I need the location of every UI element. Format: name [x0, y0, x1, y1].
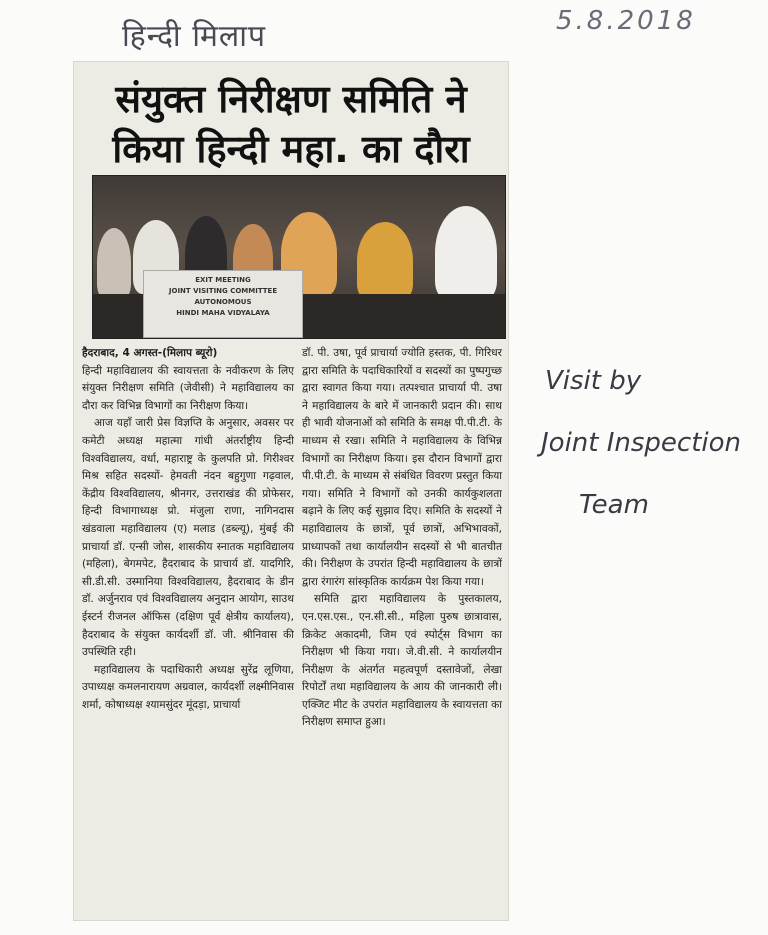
article-paragraph: महाविद्यालय के पदाधिकारी अध्यक्ष सुरेंद्र लूणिया, उपाध्यक्ष कमलनारायण अग्रवाल, कार्यदर्शी लक्ष्मीनिवास शर्मा, कोषाध्यक्ष श्यामसुंदर मूंदड़ा, प्राचार्या	[82, 663, 294, 711]
side-note-line: Joint Inspection	[541, 428, 742, 458]
dateline: हैदराबाद, 4 अगस्त-(मिलाप ब्यूरो)	[82, 347, 218, 359]
photo-person	[97, 228, 131, 298]
banner-line: AUTONOMOUS	[194, 298, 252, 306]
handwritten-date: 5.8.2018	[556, 6, 696, 36]
side-note-line: Visit by	[545, 366, 642, 396]
banner-line: HINDI MAHA VIDYALAYA	[176, 309, 270, 317]
article-column-left	[82, 345, 294, 714]
banner-line: EXIT MEETING	[195, 276, 251, 284]
event-photo	[92, 175, 506, 339]
banner-line: JOINT VISITING COMMITTEE	[168, 287, 278, 295]
article-paragraph: डॉ. पी. उषा, पूर्व प्राचार्या ज्योति हस्तक, पी. गिरिधर द्वारा समिति के पदाधिकारियों व सदस्यों का पुष्पगुच्छ द्वारा स्वागत किया गया। तत्पश्चात प्राचार्या पी. उषा ने महाविद्यालय के बारे में जानकारी प्रदान की। साथ ही भावी योजनाओं को समिति के समक्ष पी.पी.टी. के माध्यम से रखा। समिति ने महाविद्यालय के विभिन्न विभागों का निरीक्षण किया। इस दौरान विभागों द्वारा पी.पी.टी. के माध्यम से संबंधित विवरण प्रस्तुत किया गया। समिति ने विभागों को उनकी कार्यकुशलता बढ़ाने के लिए कई सुझाव दिए। समिति के सदस्यों ने महाविद्यालय के छात्रों, पूर्व छात्रों, अभिभावकों, प्राध्यापकों तथा कार्यालयीन सदस्यों से भी बातचीत की। निरीक्षण के उपरांत हिन्दी महाविद्यालय के छात्रों द्वारा रंगारंग सांस्कृतिक कार्यक्रम पेश किया गया।	[302, 347, 502, 588]
photo-person	[357, 222, 413, 300]
article-column-right	[302, 345, 502, 732]
article-paragraph: आज यहाँ जारी प्रेस विज्ञप्ति के अनुसार, अवसर पर कमेटी अध्यक्ष महात्मा गांधी अंतर्राष्ट्रीय हिन्दी विश्वविद्यालय, वर्धा, महाराष्ट्र के कुलपति प्रो. गिरीश्वर मिश्र सहित सदस्यों- हेमवती नंदन बहुगुणा गढ़वाल, केंद्रीय विश्वविद्यालय, श्रीनगर, उत्तराखंड की प्रोफेसर, हिन्दी विभागाध्यक्ष प्रो. मंजुला राणा, नागिनदास खंडवाला महाविद्यालय (ए) मलाड (डब्ल्यू), मुंबई की प्राचार्या डॉ. एन्सी जोस, शासकीय स्नातक महाविद्यालय (महिला), बेगमपेट, हैदराबाद के प्राचार्य डॉ. यादगिरि, सी.डी.सी. उस्मानिया विश्वविद्यालय, हैदराबाद के डीन डॉ. अर्जुनराव एवं विश्वविद्यालय अनुदान आयोग, साउथ ईस्टर्न रीजनल ऑफिस (दक्षिण पूर्व क्षेत्रीय कार्यालय), हैदराबाद के संयुक्त कार्यदर्शी डॉ. जी. श्रीनिवास की उपस्थिति रही।	[82, 417, 294, 659]
side-note-line: Team	[579, 490, 649, 520]
handwritten-paper-name: हिन्दी मिलाप	[122, 19, 267, 54]
headline-line-2: किया हिन्दी महा. का दौरा	[112, 127, 470, 171]
headline-line-1: संयुक्त निरीक्षण समिति ने	[115, 77, 467, 121]
photo-banner	[143, 270, 303, 338]
handwritten-side-note	[541, 350, 765, 536]
article-paragraph: हिन्दी महाविद्यालय की स्वायत्तता के नवीकरण के लिए संयुक्त निरीक्षण समिति (जेवीसी) ने महाविद्यालय का दौरा कर विभिन्न विभागों का निरीक्षण किया।	[82, 364, 294, 412]
article-paragraph: समिति द्वारा महाविद्यालय के पुस्तकालय, एन.एस.एस., एन.सी.सी., महिला पुरुष छात्रावास, क्रिकेट अकादमी, जिम एवं स्पोर्ट्स विभाग का निरीक्षण भी किया गया। जे.वी.सी. ने कार्यालयीन निरीक्षण के अंतर्गत महत्वपूर्ण दस्तावेजों, लेखा रिपोर्टों तथा महाविद्यालय के आय की जानकारी ली। एक्जिट मीट के उपरांत महाविद्यालय के स्वायत्तता का निरीक्षण समाप्त हुआ।	[302, 593, 502, 729]
photo-person	[435, 206, 497, 300]
newspaper-clipping	[74, 62, 508, 920]
